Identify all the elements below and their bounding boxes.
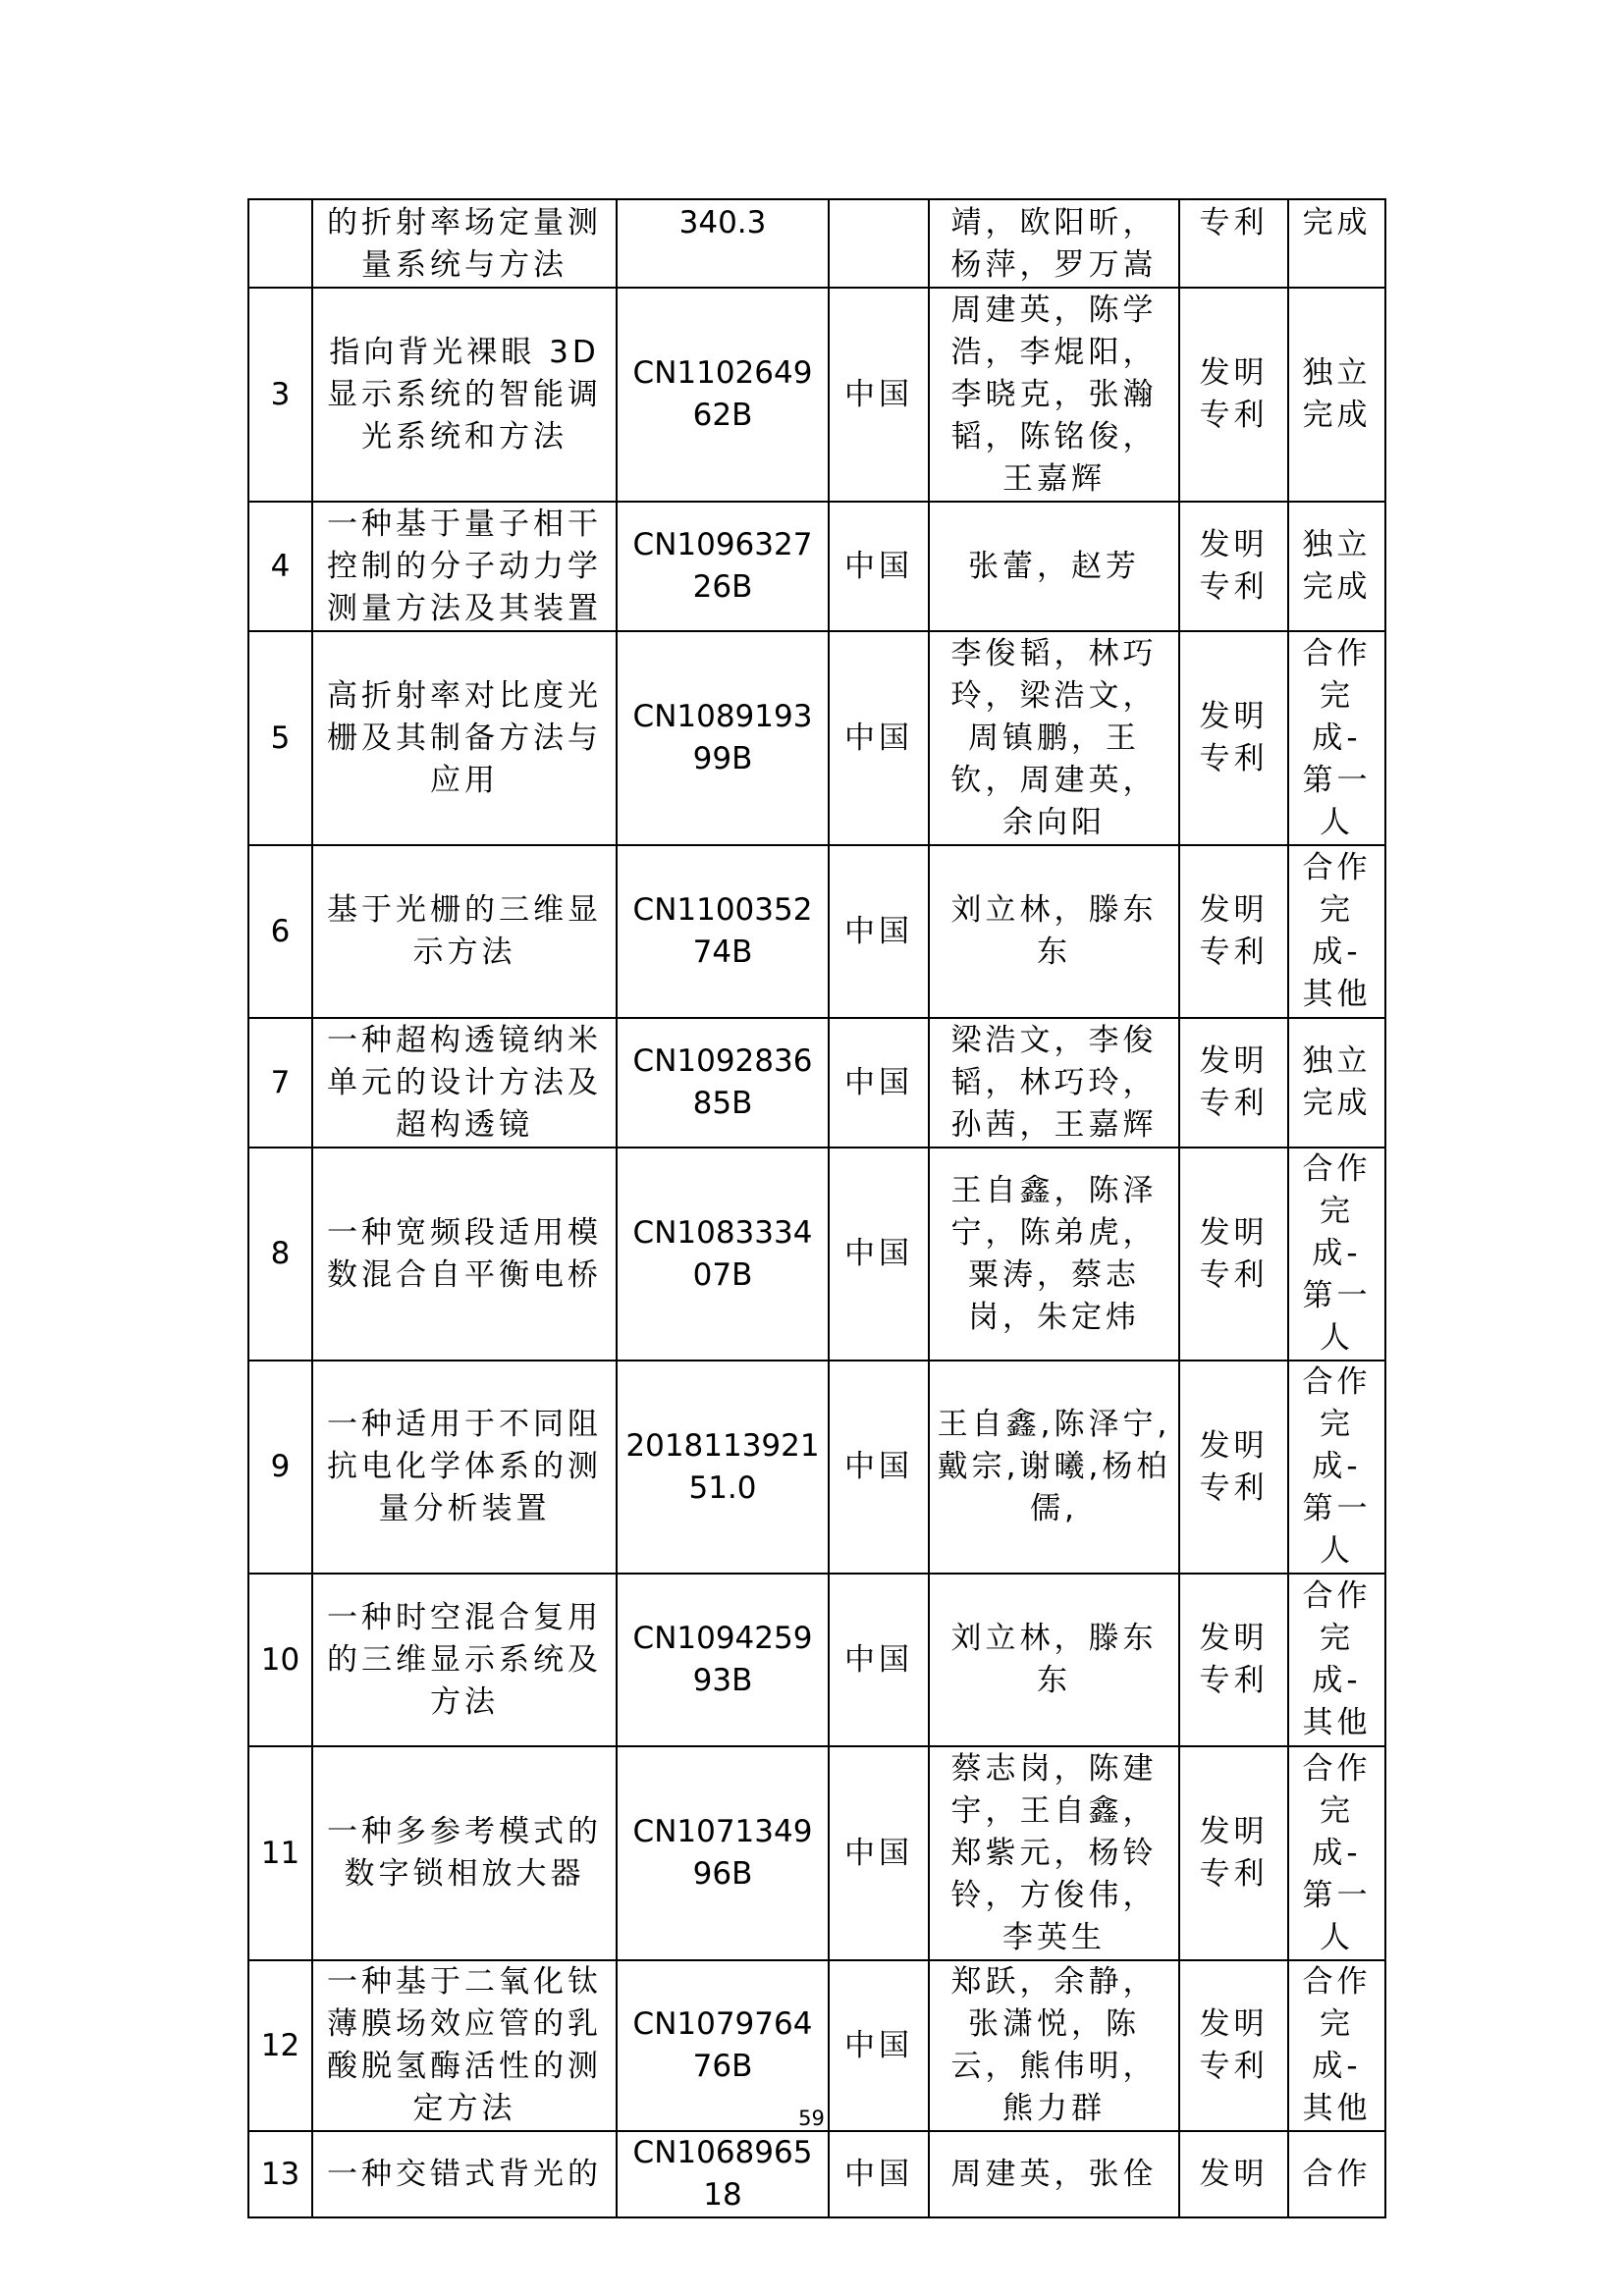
inventors-cell: 王自鑫，陈泽宁，陈弟虎，粟涛，蔡志岗，朱定炜 [929,1148,1179,1361]
patent-type-cell: 发明 [1179,2131,1288,2217]
inventors-cell: 周建英，陈学浩，李焜阳，李晓克，张瀚韬，陈铭俊，王嘉辉 [929,288,1179,502]
patent-name-cell: 一种超构透镜纳米单元的设计方法及超构透镜 [312,1018,617,1148]
completion-status-cell: 独立完成 [1288,288,1385,502]
patent-type-cell: 发明专利 [1179,1018,1288,1148]
row-number-cell: 4 [248,502,312,631]
patent-type-cell: 专利 [1179,199,1288,288]
country-cell: 中国 [829,288,929,502]
patent-number-cell: CN106896518 [617,2131,829,2217]
table-row [248,1018,1385,1148]
patent-number-cell: CN108333407B [617,1148,829,1361]
country-cell: 中国 [829,631,929,845]
patent-name-cell: 一种时空混合复用的三维显示系统及方法 [312,1574,617,1746]
row-number-cell: 11 [248,1746,312,1960]
completion-status-cell: 合作完成-第一人 [1288,1148,1385,1361]
country-cell [829,199,929,288]
country-cell: 中国 [829,2131,929,2217]
completion-status-cell: 合作完成-第一人 [1288,631,1385,845]
inventors-cell: 刘立林，滕东东 [929,845,1179,1018]
row-number-cell: 7 [248,1018,312,1148]
page-number: 59 [798,2107,825,2130]
row-number-cell: 6 [248,845,312,1018]
completion-status-cell: 完成 [1288,199,1385,288]
table-row [248,2131,1385,2217]
table-row [248,1960,1385,2131]
patent-name-cell: 一种交错式背光的 [312,2131,617,2217]
patent-name-cell: 一种宽频段适用模数混合自平衡电桥 [312,1148,617,1361]
patent-type-cell: 发明专利 [1179,1746,1288,1960]
patent-name-cell: 一种基于量子相干控制的分子动力学测量方法及其装置 [312,502,617,631]
patent-type-cell: 发明专利 [1179,845,1288,1018]
table-row [248,199,1385,288]
table-row [248,288,1385,502]
country-cell: 中国 [829,1960,929,2131]
patent-number-cell: 201811392151.0 [617,1361,829,1574]
patent-type-cell: 发明专利 [1179,631,1288,845]
patent-name-cell: 指向背光裸眼 3D 显示系统的智能调光系统和方法 [312,288,617,502]
inventors-cell: 梁浩文，李俊韬，林巧玲，孙茜，王嘉辉 [929,1018,1179,1148]
inventors-cell: 蔡志岗，陈建宇，王自鑫，郑紫元，杨铃铃，方俊伟，李英生 [929,1746,1179,1960]
completion-status-cell: 独立完成 [1288,502,1385,631]
patent-number-cell: CN107134996B [617,1746,829,1960]
patent-table [247,198,1386,2218]
row-number-cell: 10 [248,1574,312,1746]
inventors-cell: 周建英，张佺 [929,2131,1179,2217]
country-cell: 中国 [829,1018,929,1148]
inventors-cell: 李俊韬，林巧玲，梁浩文，周镇鹏，王钦，周建英，余向阳 [929,631,1179,845]
patent-number-cell: CN107976476B [617,1960,829,2131]
completion-status-cell: 合作完成-第一人 [1288,1361,1385,1574]
patent-type-cell: 发明专利 [1179,1361,1288,1574]
patent-name-cell: 一种多参考模式的数字锁相放大器 [312,1746,617,1960]
patent-number-cell: CN109632726B [617,502,829,631]
patent-number-cell: CN110264962B [617,288,829,502]
table-row [248,1148,1385,1361]
row-number-cell [248,199,312,288]
row-number-cell: 9 [248,1361,312,1574]
row-number-cell: 5 [248,631,312,845]
completion-status-cell: 合作完成-其他 [1288,1574,1385,1746]
inventors-cell: 靖，欧阳昕，杨萍，罗万嵩 [929,199,1179,288]
country-cell: 中国 [829,1361,929,1574]
patent-type-cell: 发明专利 [1179,288,1288,502]
patent-type-cell: 发明专利 [1179,1574,1288,1746]
inventors-cell: 郑跃，余静，张潇悦，陈云，熊伟明，熊力群 [929,1960,1179,2131]
patent-number-cell: 340.3 [617,199,829,288]
patent-type-cell: 发明专利 [1179,1960,1288,2131]
completion-status-cell: 合作完成-其他 [1288,1960,1385,2131]
patent-name-cell: 基于光栅的三维显示方法 [312,845,617,1018]
table-row [248,1574,1385,1746]
patent-name-cell: 高折射率对比度光栅及其制备方法与应用 [312,631,617,845]
table-row [248,631,1385,845]
inventors-cell: 王自鑫,陈泽宁,戴宗,谢曦,杨柏儒, [929,1361,1179,1574]
table-body [248,199,1385,2217]
table-row [248,845,1385,1018]
patent-number-cell: CN109425993B [617,1574,829,1746]
country-cell: 中国 [829,1574,929,1746]
table-row [248,1746,1385,1960]
completion-status-cell: 合作完成-其他 [1288,845,1385,1018]
patent-name-cell: 一种基于二氧化钛薄膜场效应管的乳酸脱氢酶活性的测定方法 [312,1960,617,2131]
patent-type-cell: 发明专利 [1179,502,1288,631]
country-cell: 中国 [829,502,929,631]
row-number-cell: 8 [248,1148,312,1361]
completion-status-cell: 独立完成 [1288,1018,1385,1148]
inventors-cell: 张蕾，赵芳 [929,502,1179,631]
row-number-cell: 13 [248,2131,312,2217]
patent-number-cell: CN110035274B [617,845,829,1018]
row-number-cell: 12 [248,1960,312,2131]
patent-number-cell: CN109283685B [617,1018,829,1148]
completion-status-cell: 合作完成-第一人 [1288,1746,1385,1960]
country-cell: 中国 [829,845,929,1018]
row-number-cell: 3 [248,288,312,502]
patent-name-cell: 的折射率场定量测量系统与方法 [312,199,617,288]
country-cell: 中国 [829,1746,929,1960]
inventors-cell: 刘立林，滕东东 [929,1574,1179,1746]
table-row [248,502,1385,631]
country-cell: 中国 [829,1148,929,1361]
table-row [248,1361,1385,1574]
completion-status-cell: 合作 [1288,2131,1385,2217]
patent-number-cell: CN108919399B [617,631,829,845]
patent-name-cell: 一种适用于不同阻抗电化学体系的测量分析装置 [312,1361,617,1574]
patent-type-cell: 发明专利 [1179,1148,1288,1361]
